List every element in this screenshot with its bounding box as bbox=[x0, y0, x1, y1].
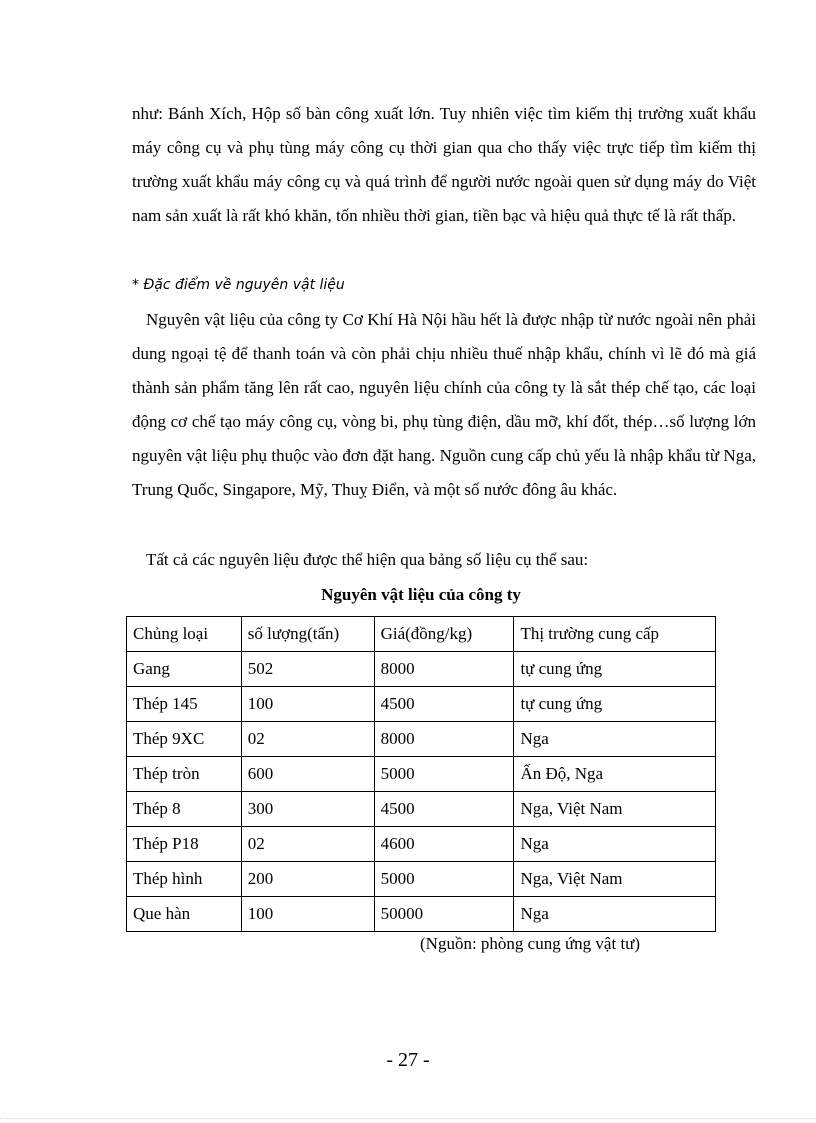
paragraph-materials-overview: Nguyên vật liệu của công ty Cơ Khí Hà Nội hầu hết là được nhập từ nước ngoài nên phải dung ngoại tệ để thanh toán và còn phải chịu nhiều thuế nhập khẩu, chính vì lẽ đó mà giá thành sản phẩm tăng lên rất cao, nguyên liệu chính của công ty là sắt thép chế tạo, các loại động cơ chế tạo máy công cụ, vòng bi, phụ tùng điện, dầu mỡ, khí đốt, thép…số lượng lớn nguyên vật liệu phụ thuộc vào đơn đặt hang. Nguồn cung cấp chủ yếu là nhập khẩu từ Nga, Trung Quốc, Singapore, Mỹ, Thuỵ Điển, và một số nước đông âu khác. bbox=[132, 310, 756, 499]
paragraph-table-intro: Tất cả các nguyên liệu được thể hiện qua bảng số liệu cụ thể sau: bbox=[146, 550, 589, 569]
cell-price: 4600 bbox=[374, 827, 514, 862]
cell-quantity: 02 bbox=[241, 827, 374, 862]
cell-supply-market: Nga bbox=[514, 897, 716, 932]
table-header-row bbox=[127, 617, 716, 652]
table-row bbox=[127, 722, 716, 757]
cell-type: Que hàn bbox=[127, 897, 242, 932]
section-heading-materials: * Đặc điểm về nguyên vật liệu bbox=[132, 277, 345, 293]
table-row bbox=[127, 757, 716, 792]
table-row bbox=[127, 897, 716, 932]
table-source-note: (Nguồn: phòng cung ứng vật tư) bbox=[420, 934, 641, 953]
cell-price: 5000 bbox=[374, 757, 514, 792]
materials-table bbox=[126, 616, 716, 932]
cell-quantity: 600 bbox=[241, 757, 374, 792]
cell-type: Gang bbox=[127, 652, 242, 687]
cell-price: 8000 bbox=[374, 722, 514, 757]
cell-type: Thép hình bbox=[127, 862, 242, 897]
table-row bbox=[127, 687, 716, 722]
cell-type: Thép 8 bbox=[127, 792, 242, 827]
cell-type: Thép 145 bbox=[127, 687, 242, 722]
cell-price: 4500 bbox=[374, 792, 514, 827]
paragraph-export-markets: như: Bánh Xích, Hộp số bàn công xuất lớn. Tuy nhiên việc tìm kiếm thị trường xuất khẩu máy công cụ và phụ tùng máy công cụ thời gian qua cho thấy việc trực tiếp tìm kiếm thị trường xuất khẩu máy công cụ và quá trình để người nước ngoài quen sử dụng máy do Việt nam sản xuất là rất khó khăn, tốn nhiều thời gian, tiền bạc và hiệu quả thực tế là rất thấp. bbox=[132, 104, 756, 225]
cell-supply-market: tự cung ứng bbox=[514, 687, 716, 722]
cell-supply-market: tự cung ứng bbox=[514, 652, 716, 687]
cell-quantity: 100 bbox=[241, 687, 374, 722]
cell-price: 8000 bbox=[374, 652, 514, 687]
cell-quantity: 100 bbox=[241, 897, 374, 932]
cell-quantity: 02 bbox=[241, 722, 374, 757]
cell-supply-market: Nga bbox=[514, 722, 716, 757]
table-title: Nguyên vật liệu của công ty bbox=[321, 585, 521, 604]
cell-quantity: 502 bbox=[241, 652, 374, 687]
table-row bbox=[127, 792, 716, 827]
cell-supply-market: Nga bbox=[514, 827, 716, 862]
table-row bbox=[127, 652, 716, 687]
cell-price: 50000 bbox=[374, 897, 514, 932]
cell-price: 5000 bbox=[374, 862, 514, 897]
cell-price: 4500 bbox=[374, 687, 514, 722]
cell-type: Thép P18 bbox=[127, 827, 242, 862]
cell-supply-market: Nga, Việt Nam bbox=[514, 862, 716, 897]
cell-supply-market: Ấn Độ, Nga bbox=[514, 757, 716, 792]
page-bottom-divider bbox=[0, 1118, 816, 1120]
table-row bbox=[127, 862, 716, 897]
header-type: Chủng loại bbox=[127, 617, 242, 652]
cell-type: Thép 9XC bbox=[127, 722, 242, 757]
cell-quantity: 200 bbox=[241, 862, 374, 897]
table-row bbox=[127, 827, 716, 862]
cell-type: Thép tròn bbox=[127, 757, 242, 792]
header-supply-market: Thị trường cung cấp bbox=[514, 617, 716, 652]
cell-quantity: 300 bbox=[241, 792, 374, 827]
header-quantity: số lượng(tấn) bbox=[241, 617, 374, 652]
page-number: - 27 - bbox=[386, 1049, 430, 1071]
header-price: Giá(đồng/kg) bbox=[374, 617, 514, 652]
cell-supply-market: Nga, Việt Nam bbox=[514, 792, 716, 827]
